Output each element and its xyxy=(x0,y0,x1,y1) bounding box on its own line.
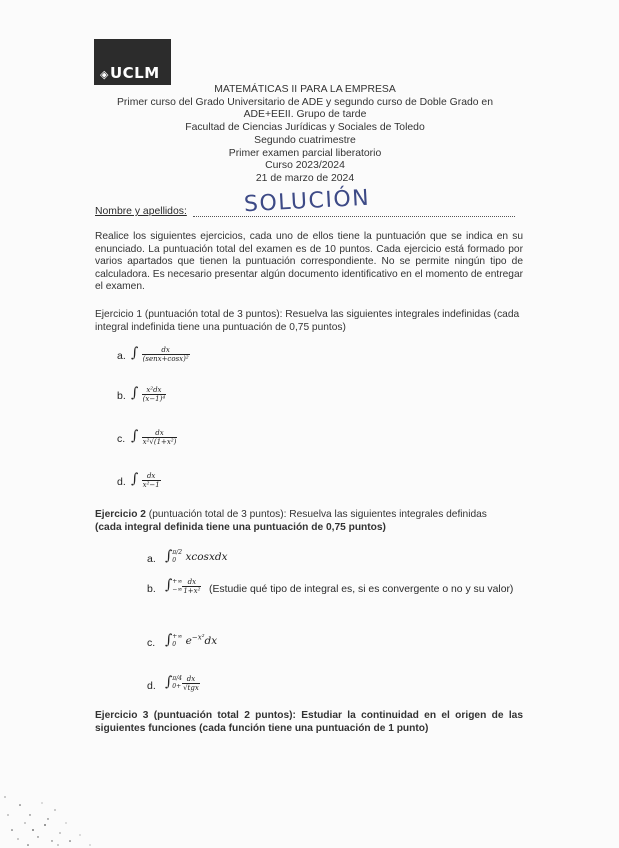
header-title: MATEMÁTICAS II PARA LA EMPRESA xyxy=(214,84,396,95)
uclm-logo xyxy=(94,39,171,85)
instructions-paragraph: Realice los siguientes ejercicios, cada uno de ellos tiene la puntuación que se indica en su enunciado. La puntuación total del examen es de 10 puntos. Cada ejercicio está formado por varios apartados que tienen la puntuación correspondiente. No se permite ningún tipo de calculadora. Es necesario presentar algún documento identificativo en el momento de entregar el examen. xyxy=(95,231,523,293)
header-line: Primer curso del Grado Universitario de ADE y segundo curso de Doble Grado en xyxy=(117,96,493,108)
header-line: Segundo cuatrimestre xyxy=(254,134,356,146)
header-date: 21 de marzo de 2024 xyxy=(255,172,355,184)
scan-noise xyxy=(0,775,130,848)
exercise-3-heading: Ejercicio 3 (puntuación total 2 puntos): Estudiar la continuidad en el origen de las siguientes funciones (cada función tiene una puntuación de 1 punto) xyxy=(95,710,523,734)
header-line: Primer examen parcial liberatorio xyxy=(228,147,382,159)
header-line: Facultad de Ciencias Jurídicas y Sociales de Toledo xyxy=(185,122,425,134)
exercise-2-item-b-note: (Estudie qué tipo de integral es, si es convergente o no y su valor) xyxy=(209,584,514,595)
header-line: ADE+EEII. Grupo de tarde xyxy=(243,109,367,121)
handwritten-solution: SOLUCIÓN xyxy=(243,185,371,218)
logo-mark-icon: ◈ xyxy=(100,68,109,81)
exercise-2-heading: Ejercicio 2 (puntuación total de 3 puntos): Resuelva las siguientes integrales definidas (cada integral definida tiene una puntuación de 0,75 puntos) xyxy=(95,509,487,533)
exam-page: ◈UCLM MATEMÁTICAS II PARA LA EMPRESA Primer curso del Grado Universitario de ADE y segundo curso de Doble Grado en ADE+EEII. Grupo de tarde Facultad de Ciencias Jurídicas y Sociales de Toledo Segundo cuatrimestre Primer examen parcial liberatorio Curso 2023/2024 21 de marzo de 2024 Nombre y apellidos: SOLUCIÓN Realice los siguientes ejercicios, cada uno de ellos tiene la puntuación que se indica en su enunciado. La puntuación total del examen es de 10 puntos. Cada ejercicio está formado por varios apartados que tienen la puntuación correspondiente. No se permite ningún tipo de calculadora. Es necesario presentar algún documento identificativo en el momento de entregar el examen. Ejercicio 1 (puntuación total de 3 puntos): Resuelva las siguientes integrales indefinidas (cada integral indefinida tiene una puntuación de 0,75 puntos) a. ∫ $\frac{dx}{\text{(senx+cosx)²}}$ b. ∫ $\frac{\text{x²dx}}{\text{(x−1)⁴}}$ c. ∫ $\frac{dx}{\text{x²√(1+x²)}}$ d. ∫ $\frac{dx}{\text{x²−1}}$ Ejercicio 2 (puntuación total de 3 puntos): Resuelva las siguientes integrales definidas (cada integral definida tiene una puntuación de 0,75 puntos) a. ∫ π/2 0 xcosxdx b. ∫ +∞ −∞ $\frac{dx}{\text{1+x²}}$ (Estudie qué tipo de integral es, si es convergente o no y su valor) c. ∫ +∞ 0 $e^{-x^2}dx$ d. ∫ π/4 0+ $\frac{dx}{\text{√tgx}}$ Ejercicio 3 (puntuación total 2 puntos): Estudiar la continuidad en el origen de las siguientes funciones (cada función tiene una puntuación de 1 punto) xyxy=(0,0,619,848)
exercise-1-heading: Ejercicio 1 (puntuación total de 3 puntos): Resuelva las siguientes integrales indefinidas (cada integral indefinida tiene una puntuación de 0,75 puntos) xyxy=(95,309,520,333)
exercise-2-item-b-formula: ∫ +∞ −∞ $\frac{dx}{\text{1+x²}}$ xyxy=(165,577,201,595)
header-line: Curso 2023/2024 xyxy=(265,160,345,172)
exam-header xyxy=(90,84,520,186)
logo-text: UCLM xyxy=(109,64,160,82)
name-label: Nombre y apellidos: xyxy=(95,206,187,217)
